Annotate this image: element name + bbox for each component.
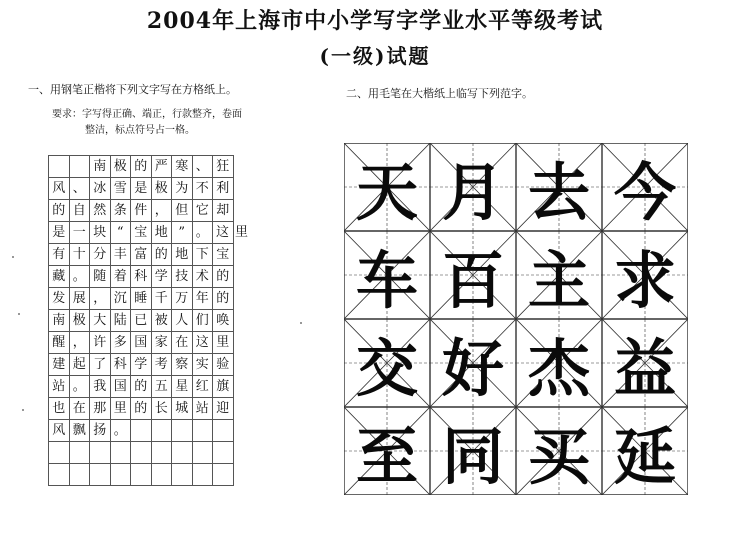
model-character: 今	[613, 155, 676, 229]
grid-char: 的	[154, 247, 168, 262]
grid-char: 那	[93, 401, 107, 416]
mizi-cell	[430, 231, 516, 319]
grid-char: 严	[154, 159, 168, 174]
grid-char: 这	[216, 225, 230, 240]
grid-char: 狂	[216, 159, 230, 174]
grid-cell	[172, 420, 193, 442]
grid-cell	[49, 222, 70, 244]
grid-cell	[111, 420, 132, 442]
grid-char: 我	[93, 379, 107, 394]
grid-cell	[111, 310, 132, 332]
grid-char: 察	[175, 357, 189, 372]
grid-cell	[193, 376, 214, 398]
grid-char: 旗	[216, 379, 230, 394]
grid-cell	[131, 178, 152, 200]
grid-cell	[172, 244, 193, 266]
grid-char: 发	[52, 291, 66, 306]
grid-cell	[152, 178, 173, 200]
grid-cell	[70, 288, 91, 310]
grid-cell	[70, 244, 91, 266]
grid-cell	[90, 178, 111, 200]
grid-cell	[172, 222, 193, 244]
grid-cell	[193, 354, 214, 376]
grid-cell	[49, 288, 70, 310]
mizi-cell	[602, 231, 688, 319]
grid-cell	[49, 398, 70, 420]
grid-cell	[90, 420, 111, 442]
mizi-cell	[430, 407, 516, 495]
grid-cell	[111, 244, 132, 266]
grid-cell	[172, 398, 193, 420]
grid-char: 十	[72, 247, 86, 262]
grid-char: 的	[52, 203, 66, 218]
grid-char: 、	[195, 159, 209, 174]
grid-char: 件	[134, 203, 148, 218]
grid-char: 下	[195, 247, 209, 262]
grid-char: 雪	[113, 181, 127, 196]
grid-cell	[131, 464, 152, 486]
model-character: 买	[527, 419, 590, 493]
grid-cell	[90, 266, 111, 288]
model-character: 主	[527, 243, 590, 317]
grid-cell	[193, 156, 214, 178]
grid-cell	[131, 200, 152, 222]
grid-cell	[70, 464, 91, 486]
grid-char: 风	[52, 181, 66, 196]
grid-cell	[213, 222, 249, 244]
grid-cell	[193, 222, 214, 244]
grid-cell	[152, 442, 173, 464]
mizi-cell	[430, 143, 516, 231]
grid-char: 睡	[134, 291, 148, 306]
grid-cell	[90, 442, 111, 464]
grid-cell	[131, 156, 152, 178]
grid-char: 分	[93, 247, 107, 262]
grid-char: 五	[154, 379, 168, 394]
mizi-cell	[344, 143, 430, 231]
grid-cell	[70, 266, 91, 288]
grid-cell	[172, 310, 193, 332]
grid-cell	[70, 156, 91, 178]
grid-cell	[70, 200, 91, 222]
mizi-cell	[602, 407, 688, 495]
grid-cell	[70, 442, 91, 464]
grid-cell	[90, 398, 111, 420]
model-character: 百	[441, 243, 504, 317]
grid-char: 丰	[113, 247, 127, 262]
grid-cell	[193, 398, 214, 420]
grid-char: 陆	[113, 313, 127, 328]
grid-cell	[70, 178, 91, 200]
grid-cell	[152, 332, 173, 354]
grid-char: 验	[216, 357, 230, 372]
mizi-cell	[602, 143, 688, 231]
grid-cell	[152, 200, 173, 222]
part1-heading: 一、用钢笔正楷将下列文字写在方格纸上。	[28, 83, 237, 96]
grid-cell	[152, 420, 173, 442]
grid-cell	[213, 398, 234, 420]
grid-cell	[131, 420, 152, 442]
grid-char: 多	[113, 335, 127, 350]
page-title: 2004年上海市中小学写字学业水平等级考试	[146, 8, 604, 34]
grid-cell	[49, 156, 70, 178]
grid-cell	[213, 156, 234, 178]
model-character: 月	[441, 155, 504, 229]
grid-char: 是	[134, 181, 148, 196]
grid-cell	[152, 354, 173, 376]
grid-cell	[213, 244, 234, 266]
mizi-cell	[602, 319, 688, 407]
grid-cell	[70, 310, 91, 332]
grid-char: 地	[154, 225, 168, 240]
grid-char: 科	[113, 357, 127, 372]
grid-cell	[152, 310, 173, 332]
grid-cell	[49, 310, 70, 332]
grid-char: 里	[216, 335, 230, 350]
grid-cell	[111, 464, 132, 486]
grid-cell	[111, 200, 132, 222]
grid-cell	[49, 332, 70, 354]
grid-cell	[90, 376, 111, 398]
grid-char: 却	[216, 203, 230, 218]
grid-cell	[131, 376, 152, 398]
grid-char: ”	[178, 225, 186, 240]
grid-cell	[213, 310, 234, 332]
mizi-cell	[516, 231, 602, 319]
mizi-cell	[430, 319, 516, 407]
grid-char: 里	[113, 401, 127, 416]
calligraphy-grid	[344, 143, 688, 495]
grid-cell	[111, 288, 132, 310]
grid-char: 的	[134, 401, 148, 416]
grid-cell	[131, 354, 152, 376]
grid-char: ，	[93, 291, 107, 306]
grid-char: 宝	[134, 225, 148, 240]
grid-char: 里	[235, 225, 249, 240]
grid-char: 长	[154, 401, 168, 416]
grid-char: 利	[216, 181, 230, 196]
grid-cell	[49, 354, 70, 376]
requirement-line-2: 整洁，标点符号占一格。	[85, 125, 195, 136]
grid-char: 术	[195, 269, 209, 284]
grid-char: 学	[134, 357, 148, 372]
grid-char: 随	[93, 269, 107, 284]
grid-char: 技	[175, 269, 189, 284]
grid-char: 自	[72, 203, 86, 218]
grid-cell	[111, 442, 132, 464]
grid-cell	[131, 442, 152, 464]
grid-cell	[49, 178, 70, 200]
grid-cell	[90, 156, 111, 178]
grid-cell	[111, 178, 132, 200]
grid-cell	[49, 244, 70, 266]
grid-char: 也	[52, 401, 66, 416]
grid-char: 人	[175, 313, 189, 328]
page-subtitle: (一级)试题	[319, 44, 431, 68]
grid-char: 着	[113, 269, 127, 284]
grid-char: 条	[113, 203, 127, 218]
grid-char: 一	[72, 225, 86, 240]
grid-cell	[172, 354, 193, 376]
grid-cell	[49, 266, 70, 288]
grid-cell	[213, 200, 234, 222]
grid-cell	[131, 244, 152, 266]
grid-char: 站	[52, 379, 66, 394]
grid-cell	[152, 156, 173, 178]
grid-cell	[70, 222, 91, 244]
grid-char: ，	[72, 335, 86, 350]
grid-char: 寒	[175, 159, 189, 174]
grid-cell	[152, 398, 173, 420]
grid-cell	[90, 464, 111, 486]
grid-cell	[193, 332, 214, 354]
grid-cell	[193, 266, 214, 288]
grid-char: 国	[113, 379, 127, 394]
grid-char: 迎	[216, 401, 230, 416]
grid-cell	[213, 376, 234, 398]
model-character: 天	[355, 155, 418, 229]
grid-char: 极	[154, 181, 168, 196]
scan-speck	[12, 256, 14, 258]
grid-char: 。	[113, 423, 127, 438]
grid-cell	[213, 464, 234, 486]
grid-char: 千	[154, 291, 168, 306]
grid-cell	[111, 376, 132, 398]
grid-cell	[90, 288, 111, 310]
grid-char: 块	[93, 225, 107, 240]
grid-cell	[193, 310, 214, 332]
grid-cell	[90, 200, 111, 222]
grid-cell	[152, 222, 173, 244]
grid-char: 有	[52, 247, 66, 262]
grid-char: 南	[52, 313, 66, 328]
model-character: 好	[441, 331, 504, 405]
model-character: 去	[527, 155, 590, 229]
grid-char: 学	[154, 269, 168, 284]
grid-char: 星	[175, 379, 189, 394]
grid-cell	[213, 354, 234, 376]
grid-cell	[90, 354, 111, 376]
grid-cell	[70, 420, 91, 442]
grid-cell	[193, 244, 214, 266]
grid-cell	[193, 178, 214, 200]
grid-char: 了	[93, 357, 107, 372]
grid-char: 唤	[216, 313, 230, 328]
grid-char: 起	[72, 357, 86, 372]
grid-char: 飘	[72, 423, 86, 438]
grid-cell	[131, 398, 152, 420]
grid-char: 。	[72, 269, 86, 284]
scan-speck	[300, 322, 302, 324]
mizi-cell	[344, 231, 430, 319]
grid-char: 扬	[93, 423, 107, 438]
grid-cell	[70, 398, 91, 420]
grid-cell	[193, 464, 214, 486]
grid-char: 站	[195, 401, 209, 416]
grid-cell	[152, 376, 173, 398]
grid-char: 考	[154, 357, 168, 372]
grid-char: 的	[216, 291, 230, 306]
grid-char: “	[116, 225, 124, 240]
grid-char: 大	[93, 313, 107, 328]
grid-char: 富	[134, 247, 148, 262]
grid-char: 科	[134, 269, 148, 284]
grid-char: 冰	[93, 181, 107, 196]
model-character: 益	[613, 331, 676, 405]
grid-cell	[111, 222, 132, 244]
grid-cell	[172, 200, 193, 222]
grid-cell	[193, 442, 214, 464]
grid-char: 南	[93, 159, 107, 174]
grid-cell	[172, 332, 193, 354]
grid-cell	[111, 354, 132, 376]
grid-char: 在	[175, 335, 189, 350]
grid-cell	[131, 332, 152, 354]
grid-cell	[152, 266, 173, 288]
scan-speck	[18, 313, 20, 315]
grid-char: 城	[175, 401, 189, 416]
grid-cell	[49, 464, 70, 486]
grid-cell	[49, 376, 70, 398]
grid-cell	[90, 222, 111, 244]
grid-cell	[49, 420, 70, 442]
grid-char: 已	[134, 313, 148, 328]
model-character: 杰	[527, 331, 590, 405]
mizi-cell	[344, 319, 430, 407]
grid-cell	[213, 420, 234, 442]
grid-cell	[172, 376, 193, 398]
grid-cell	[70, 332, 91, 354]
grid-cell	[131, 222, 152, 244]
grid-char: 建	[52, 357, 66, 372]
grid-cell	[172, 156, 193, 178]
mizi-cell	[516, 407, 602, 495]
grid-char: 风	[52, 423, 66, 438]
scan-speck	[22, 409, 24, 411]
grid-cell	[213, 332, 234, 354]
grid-char: 极	[72, 313, 86, 328]
grid-cell	[193, 200, 214, 222]
grid-cell	[111, 332, 132, 354]
grid-cell	[172, 266, 193, 288]
grid-cell	[111, 156, 132, 178]
grid-char: 藏	[52, 269, 66, 284]
grid-cell	[131, 310, 152, 332]
part2-heading: 二、用毛笔在大楷纸上临写下列范字。	[346, 87, 533, 100]
grid-cell	[213, 288, 234, 310]
grid-char: 的	[134, 379, 148, 394]
model-character: 至	[355, 419, 418, 493]
grid-cell	[49, 442, 70, 464]
grid-char: 万	[175, 291, 189, 306]
grid-cell	[70, 354, 91, 376]
model-character: 同	[441, 419, 504, 493]
grid-cell	[172, 288, 193, 310]
grid-char: 们	[195, 313, 209, 328]
grid-char: 许	[93, 335, 107, 350]
grid-cell	[172, 442, 193, 464]
grid-char: 实	[195, 357, 209, 372]
grid-char: 为	[175, 181, 189, 196]
grid-char: 这	[195, 335, 209, 350]
model-character: 求	[613, 243, 676, 317]
grid-char: 的	[216, 269, 230, 284]
mizi-cell	[516, 143, 602, 231]
grid-char: 在	[72, 401, 86, 416]
grid-cell	[152, 288, 173, 310]
model-character: 车	[355, 243, 418, 317]
grid-char: 沉	[113, 291, 127, 306]
grid-cell	[90, 244, 111, 266]
grid-char: 被	[154, 313, 168, 328]
model-character: 延	[613, 419, 676, 493]
grid-char: 是	[52, 225, 66, 240]
grid-cell	[131, 266, 152, 288]
grid-char: 家	[154, 335, 168, 350]
grid-cell	[213, 442, 234, 464]
grid-char: 醒	[52, 335, 66, 350]
grid-cell	[90, 332, 111, 354]
grid-cell	[111, 266, 132, 288]
grid-char: 的	[134, 159, 148, 174]
requirement-line-1: 要求：字写得正确、端正，行款整齐，卷面	[52, 109, 242, 120]
writing-grid	[48, 155, 249, 486]
grid-char: 极	[113, 159, 127, 174]
grid-cell	[152, 244, 173, 266]
mizi-cell	[344, 407, 430, 495]
part1-requirements	[52, 107, 242, 139]
grid-char: 宝	[216, 247, 230, 262]
grid-char: 。	[72, 379, 86, 394]
grid-char: 国	[134, 335, 148, 350]
mizi-cell	[516, 319, 602, 407]
grid-cell	[172, 178, 193, 200]
grid-cell	[193, 288, 214, 310]
model-character: 交	[355, 331, 418, 405]
grid-char: 红	[195, 379, 209, 394]
grid-char: 地	[175, 247, 189, 262]
grid-cell	[213, 178, 234, 200]
grid-cell	[213, 266, 234, 288]
grid-char: 。	[195, 225, 209, 240]
grid-cell	[152, 464, 173, 486]
grid-char: 然	[93, 203, 107, 218]
grid-cell	[193, 420, 214, 442]
grid-char: 不	[195, 181, 209, 196]
grid-cell	[111, 398, 132, 420]
grid-char: 展	[72, 291, 86, 306]
grid-char: 它	[195, 203, 209, 218]
grid-char: 、	[72, 181, 86, 196]
grid-char: ，	[154, 203, 168, 218]
grid-cell	[49, 200, 70, 222]
grid-cell	[172, 464, 193, 486]
grid-char: 年	[195, 291, 209, 306]
grid-char: 但	[175, 203, 189, 218]
grid-cell	[70, 376, 91, 398]
grid-cell	[90, 310, 111, 332]
grid-cell	[131, 288, 152, 310]
